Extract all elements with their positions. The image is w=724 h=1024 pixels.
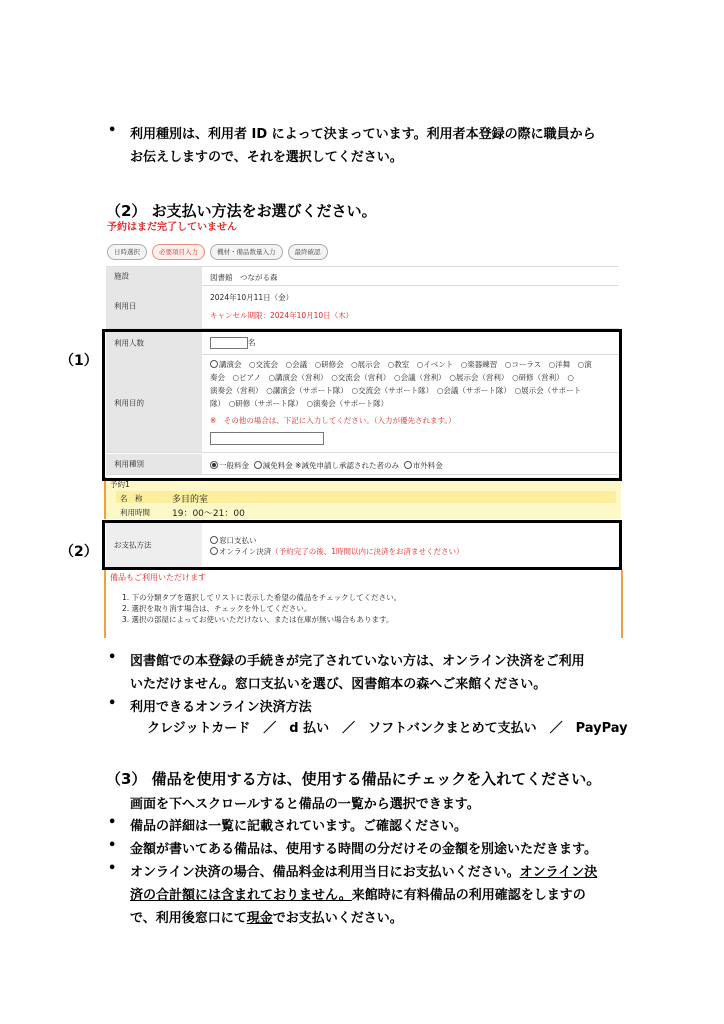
highlight-box-2 (102, 520, 622, 570)
highlight-box-1 (102, 329, 622, 481)
section3-title: （3） 備品を使用する方は、使用する備品にチェックを入れてください。 (106, 770, 602, 788)
equipment-note-1: 1. 下の分類タブを選択してリストに表示した希望の備品をチェックしてください。 (122, 593, 402, 602)
bullet-dot: • (108, 123, 117, 138)
sec3-bullet3-line3 (130, 907, 403, 926)
equipment-header: 備品もご利用いただけます (110, 573, 206, 582)
booking-header: 予約1 (110, 480, 130, 489)
booking-panel (104, 477, 621, 519)
equipment-panel (104, 570, 623, 638)
type-option-general: 一般料金 (219, 461, 249, 470)
sec3-b3-l3c: でお支払いください。 (272, 911, 403, 926)
type-option-reduced: 減免料金 ※減免申請し承認された者のみ (262, 461, 399, 470)
step-datetime[interactable]: 日時選択 (107, 244, 147, 260)
sec3-bullet3-line1 (130, 861, 597, 880)
step-indicator (107, 244, 328, 260)
sec3-bullet1: 備品の詳細は一覧に記載されています。ご確認ください。 (130, 819, 467, 834)
step-required-input[interactable]: 必要項目入力 (152, 244, 205, 260)
bullet-dot: • (108, 861, 117, 876)
people-label: 利用人数 (114, 338, 144, 348)
section2-title: （2） お支払い方法をお選びください。 (106, 202, 377, 220)
intro-bullet-line2: お伝えしますので、それを選択してください。 (130, 150, 403, 165)
warning-text: 予約はまだ完了していません (107, 222, 237, 233)
purpose-label: 利用目的 (114, 398, 144, 408)
section3-sub: 画面を下へスクロールすると備品の一覧から選択できます。 (130, 797, 480, 812)
purpose-options-3: 演奏会（営利） ○講演会（サポート隊） ○交流会（サポート隊） ○会議（サポート隊） ○展示会（サポート (210, 386, 582, 395)
pay-bullet1-line1: 図書館での本登録の手続きが完了されていない方は、オンライン決済をご利用 (130, 654, 585, 669)
payment-label: お支払方法 (114, 540, 152, 550)
bullet-dot: • (108, 815, 117, 830)
cancel-deadline: キャンセル期限：2024年10月10日（木） (210, 311, 354, 320)
facility-label: 施設 (114, 271, 129, 281)
purpose-options-1: 講演会 ○交流会 ○会議 ○研修会 ○展示会 ○教室 ○イベント ○楽器練習 ○コーラス ○洋舞 ○演 (219, 360, 592, 369)
sec3-b3-l2b: 来館時に有料備品の利用確認をしますの (351, 888, 586, 903)
step-equipment[interactable]: 機材・備品数量入力 (210, 244, 283, 260)
sec3-bullet3-line2 (130, 884, 586, 903)
sec3-b3-l1b: オンライン決 (519, 865, 598, 880)
pay-bullet2: 利用できるオンライン決済方法 (130, 700, 312, 715)
type-label: 利用種別 (114, 459, 144, 469)
callout-1: （1） (60, 353, 98, 369)
callout-2: （2） (60, 544, 98, 560)
date-value: 2024年10月11日（金） (210, 293, 294, 302)
booking-time-label: 利用時間 (120, 508, 150, 517)
sec3-b3-l1a: オンライン決済の場合、備品料金は利用当日にお支払いください。 (130, 865, 520, 880)
facility-value: 図書館 つながる森 (210, 273, 278, 282)
purpose-options-2: 奏会 ○ピアノ ○講演会（営利） ○交流会（営利） ○会議（営利） ○展示会（営利） ○研修（営利） ○ (210, 373, 574, 382)
booking-name-value: 多目的室 (172, 495, 209, 505)
sec3-b3-l2a: 済の合計額には含まれておりません。 (130, 888, 352, 903)
bullet-dot: • (108, 650, 117, 665)
date-label: 利用日 (114, 301, 137, 311)
booking-name-label: 名 称 (120, 494, 143, 503)
intro-bullet-line1: 利用種別は、利用者 ID によって決まっています。利用者本登録の際に職員から (130, 127, 596, 142)
sec3-b3-l3a: で、利用後窓口にて (130, 911, 247, 926)
payment-methods: クレジットカード ／ d 払い ／ ソフトバンクまとめて支払い ／ PayPay (147, 721, 628, 736)
booking-time-value: 19：00～21：00 (172, 509, 245, 519)
equipment-note-2: 2. 選択を取り消す場合は、チェックを外してください。 (122, 604, 312, 613)
payment-option-counter: 窓口支払い (219, 536, 257, 545)
bullet-dot: • (108, 838, 117, 853)
sec3-bullet2: 金額が書いてある備品は、使用する時間の分だけその金額を別途いただきます。 (130, 842, 597, 857)
purpose-options-4: 隊） ○研修（サポート隊） ○演奏会（サポート隊） (210, 399, 389, 408)
step-confirm[interactable]: 最終確認 (288, 244, 328, 260)
payment-option-online: オンライン決済 (219, 547, 272, 556)
people-unit: 名 (248, 338, 256, 347)
pay-bullet1-line2: いただけません。窓口支払いを選び、図書館本の森へご来館ください。 (130, 677, 547, 692)
bullet-dot: • (108, 696, 117, 711)
payment-online-note: （予約完了の後、1時間以内に決済をお済ませください） (271, 547, 464, 556)
equipment-note-3: 3. 選択の部屋によってお使いいただけない、または在庫が無い場合もあります。 (122, 615, 394, 624)
purpose-note: ※ その他の場合は、下記に入力してください。（入力が優先されます。） (210, 416, 456, 425)
type-option-outside: 市外料金 (412, 461, 443, 470)
sec3-b3-l3b: 現金 (246, 911, 273, 926)
